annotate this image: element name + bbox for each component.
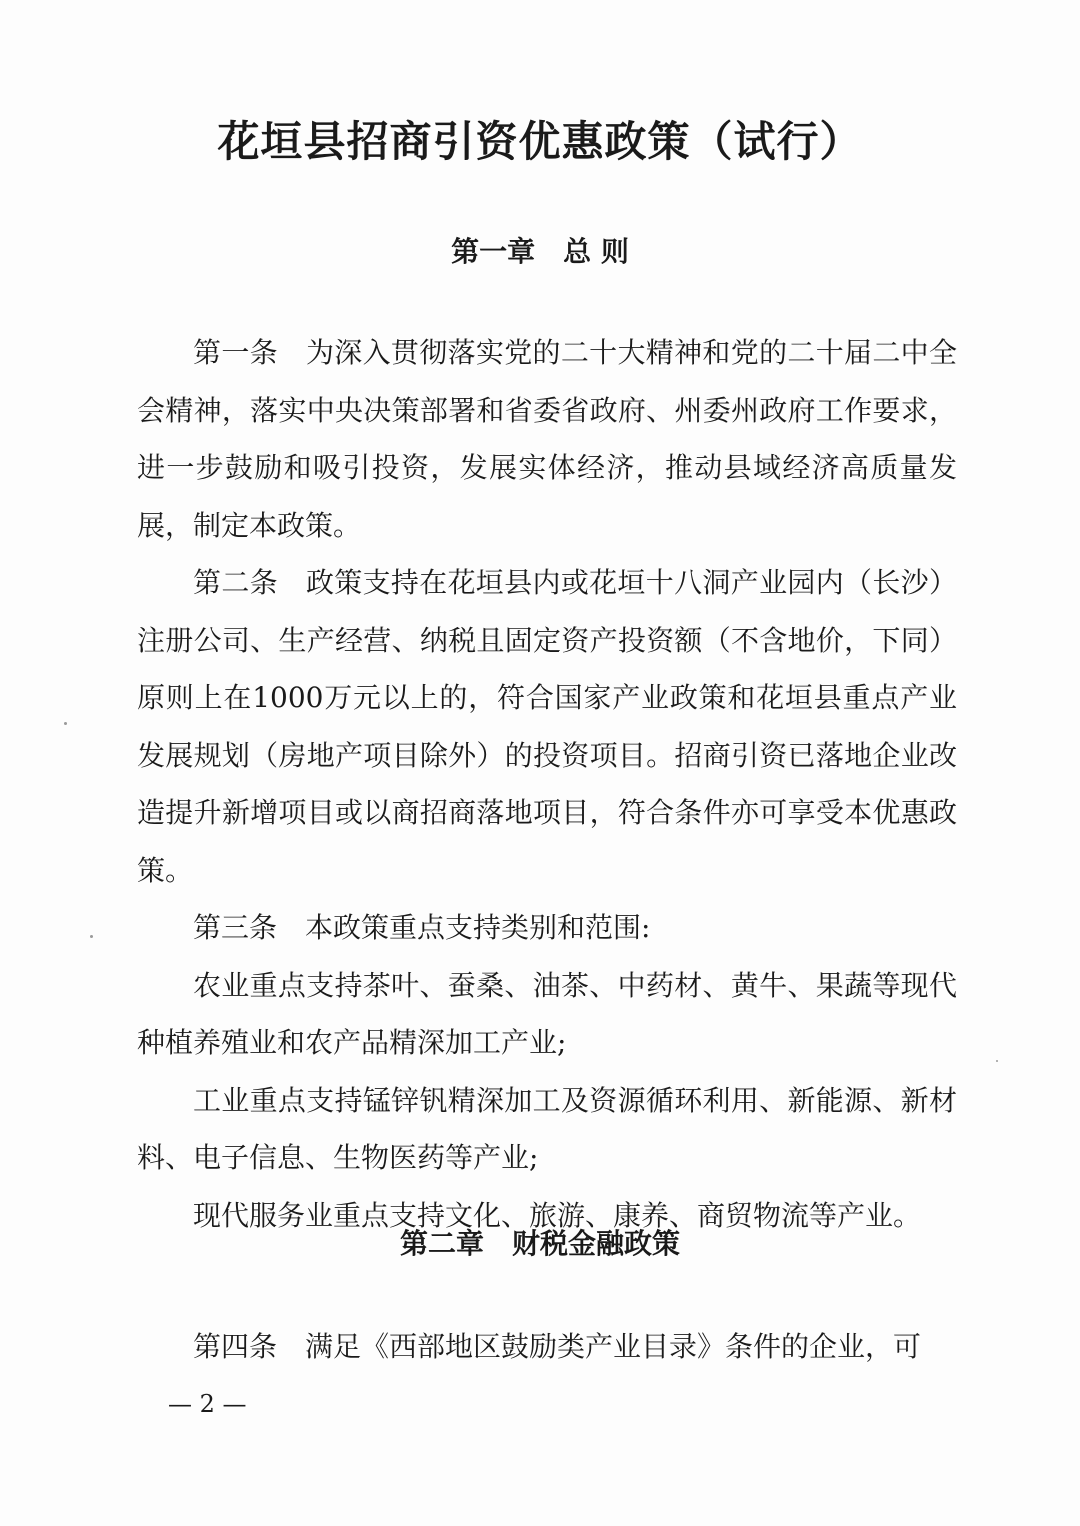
article-3 (137, 899, 957, 957)
chapter-1-body (137, 324, 957, 1244)
article-text: 政策支持在花垣县内或花垣十八洞产业园内（长沙）注册公司、生产经营、纳税且固定资产投资额（不含地价，下同）原则上在1000万元以上的，符合国家产业政策和花垣县重点产业发展规划（房地产项目除外）的投资项目。招商引资已落地企业改造提升新增项目或以商招商落地项目，符合条件亦可享受本优惠政策。 (137, 566, 957, 887)
chapter-1-heading: 第一章 总 则 (451, 235, 629, 268)
article-number: 第四条 (193, 1330, 278, 1363)
article-1 (137, 324, 957, 554)
article-text: 为深入贯彻落实党的二十大精神和党的二十届二中全会精神，落实中央决策部署和省委省政府、州委州政府工作要求，进一步鼓励和吸引投资，发展实体经济，推动县域经济高质量发展，制定本政策。 (137, 336, 957, 542)
article-4 (137, 1318, 957, 1376)
scan-speck (64, 722, 67, 725)
list-item: 工业重点支持锰锌钒精深加工及资源循环利用、新能源、新材料、电子信息、生物医药等产业; (137, 1083, 957, 1174)
article-2 (137, 554, 957, 899)
document-title: 花垣县招商引资优惠政策（试行） (217, 117, 863, 166)
article-number: 第二条 (193, 566, 278, 599)
page-number: — 2 — (168, 1390, 247, 1418)
article-text: 满足《西部地区鼓励类产业目录》条件的企业，可 (305, 1330, 922, 1363)
article-number: 第三条 (193, 911, 278, 944)
list-item: 农业重点支持茶叶、蚕桑、油茶、中药材、黄牛、果蔬等现代种植养殖业和农产品精深加工产业; (137, 968, 957, 1059)
list-item: 现代服务业重点支持文化、旅游、康养、商贸物流等产业。 (193, 1198, 922, 1232)
chapter-2-heading: 第二章 财税金融政策 (399, 1227, 680, 1260)
scan-speck (996, 1060, 998, 1062)
chapter-2-body (137, 1318, 957, 1376)
scan-speck (90, 935, 93, 938)
article-number: 第一条 (193, 336, 278, 369)
article-text: 本政策重点支持类别和范围: (305, 911, 651, 944)
